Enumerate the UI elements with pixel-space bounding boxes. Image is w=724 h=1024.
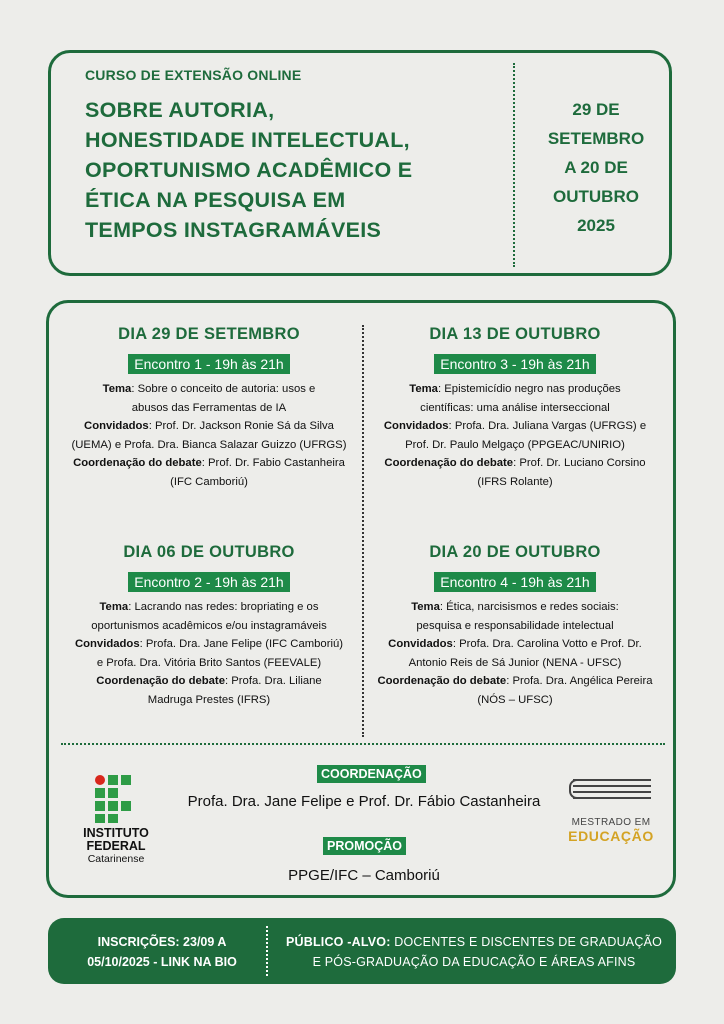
tema-text: : Ética, narcisismos e redes sociais:	[439, 601, 619, 613]
debate-coord-text: : Profa. Dra. Angélica Pereira	[506, 675, 653, 687]
debate-coord-text: (IFC Camboriú)	[170, 475, 248, 488]
day-block-1	[59, 325, 359, 491]
title-line: OPORTUNISMO ACADÊMICO E	[85, 158, 413, 182]
if-logo-text: Catarinense	[87, 853, 145, 865]
registration-line: 05/10/2025 - LINK NA BIO	[87, 955, 237, 969]
tema-label: Tema	[411, 601, 440, 613]
tema-text: científicas: uma análise interseccional	[420, 401, 610, 414]
tema-text: oportunismos acadêmicos e/ou instagramáveis	[91, 619, 327, 632]
header-box	[48, 50, 672, 276]
encounter-badge: Encontro 4 - 19h às 21h	[434, 572, 595, 592]
promotion-label: PROMOÇÃO	[323, 837, 406, 855]
day-details	[59, 598, 359, 709]
guests-text: e Profa. Dra. Vitória Brito Santos (FEEVALE)	[96, 656, 322, 669]
debate-coord-text: : Profa. Dra. Liliane	[224, 675, 322, 687]
educacao-text: EDUCAÇÃO	[568, 828, 654, 844]
debate-coord-label: Coordenação do debate	[377, 675, 507, 687]
instituto-federal-logo	[71, 775, 161, 866]
course-dates	[521, 95, 671, 240]
if-logo-mark-icon	[95, 775, 133, 823]
if-logo-text: FEDERAL	[86, 839, 146, 853]
title-line: SOBRE AUTORIA,	[85, 98, 275, 122]
tema-text: : Lacrando nas redes: bropriating e os	[128, 601, 319, 613]
book-icon	[569, 779, 653, 803]
footer-divider	[266, 926, 268, 976]
guests-label: Convidados	[388, 638, 453, 650]
guests-text: : Profa. Dra. Juliana Vargas (UFRGS) e	[448, 420, 647, 432]
day-title: DIA 20 DE OUTUBRO	[429, 543, 601, 561]
day-block-3	[365, 325, 665, 491]
date-line: 2025	[577, 216, 615, 235]
encounter-badge: Encontro 2 - 19h às 21h	[128, 572, 289, 592]
date-line: A 20 DE	[564, 158, 628, 177]
tema-text: pesquisa e responsabilidade intelectual	[416, 619, 614, 632]
registration-line: INSCRIÇÕES: 23/09 A	[97, 935, 227, 949]
day-block-4	[365, 543, 665, 709]
debate-coord-text: : Prof. Dr. Fabio Castanheira	[201, 457, 345, 469]
date-line: 29 DE	[572, 100, 620, 119]
guests-text: (UEMA) e Profa. Dra. Bianca Salazar Guizzo (UFRGS)	[71, 438, 347, 451]
day-title: DIA 06 DE OUTUBRO	[123, 543, 295, 561]
debate-coord-text: (NÓS – UFSC)	[477, 693, 553, 706]
encounter-badge: Encontro 1 - 19h às 21h	[128, 354, 289, 374]
registration-info	[64, 932, 260, 972]
mestrado-text: MESTRADO EM	[571, 817, 651, 828]
debate-coord-text: : Prof. Dr. Luciano Corsino	[513, 457, 646, 469]
guests-label: Convidados	[84, 420, 149, 432]
course-subtitle: CURSO DE EXTENSÃO ONLINE	[85, 67, 302, 83]
guests-text: : Profa. Dra. Carolina Votto e Prof. Dr.	[452, 638, 642, 650]
guests-label: Convidados	[383, 420, 449, 432]
day-details	[59, 380, 359, 491]
day-block-2	[59, 543, 359, 709]
tema-text: abusos das Ferramentas de IA	[131, 401, 287, 414]
footer-bar	[48, 918, 676, 984]
audience-text: DOCENTES E DISCENTES DE GRADUAÇÃO	[390, 935, 663, 949]
tema-label: Tema	[102, 383, 132, 395]
debate-coord-label: Coordenação do debate	[384, 457, 514, 469]
guests-text: Antonio Reis de Sá Junior (NENA - UFSC)	[408, 656, 622, 669]
section-divider	[61, 743, 665, 745]
debate-coord-label: Coordenação do debate	[73, 457, 202, 469]
audience-text: E PÓS-GRADUAÇÃO DA EDUCAÇÃO E ÁREAS AFINS	[312, 955, 636, 969]
encounter-badge: Encontro 3 - 19h às 21h	[434, 354, 595, 374]
audience-label: PÚBLICO -ALVO:	[285, 935, 391, 949]
tema-label: Tema	[99, 601, 129, 613]
column-divider	[362, 325, 364, 737]
title-line: TEMPOS INSTAGRAMÁVEIS	[85, 218, 382, 242]
debate-coord-text: (IFRS Rolante)	[477, 475, 553, 488]
tema-text: : Sobre o conceito de autoria: usos e	[131, 383, 316, 395]
target-audience	[274, 932, 674, 972]
guests-text: : Profa. Dra. Jane Felipe (IFC Camboriú)	[139, 638, 344, 650]
if-logo-text: INSTITUTO	[83, 826, 149, 840]
coordination-names: Profa. Dra. Jane Felipe e Prof. Dr. Fábio Castanheira	[187, 793, 541, 810]
debate-coord-text: Madruga Prestes (IFRS)	[147, 693, 271, 706]
day-details	[365, 598, 665, 709]
date-line: SETEMBRO	[547, 129, 645, 148]
title-line: ÉTICA NA PESQUISA EM	[85, 188, 346, 212]
title-line: HONESTIDADE INTELECTUAL,	[85, 128, 410, 152]
guests-label: Convidados	[74, 638, 140, 650]
tema-label: Tema	[409, 383, 438, 395]
schedule-box	[46, 300, 676, 898]
mestrado-educacao-logo	[565, 779, 657, 844]
coordination-label: COORDENAÇÃO	[317, 765, 426, 783]
promotion-name: PPGE/IFC – Camboriú	[288, 867, 440, 884]
tema-text: : Epistemicídio negro nas produções	[437, 383, 621, 395]
course-title	[85, 95, 485, 245]
debate-coord-label: Coordenação do debate	[96, 675, 225, 687]
date-line: OUTUBRO	[553, 187, 639, 206]
guests-text: Prof. Dr. Paulo Melgaço (PPGEAC/UNIRIO)	[405, 438, 625, 451]
guests-text: : Prof. Dr. Jackson Ronie Sá da Silva	[148, 420, 334, 432]
day-title: DIA 13 DE OUTUBRO	[429, 325, 601, 343]
day-title: DIA 29 DE SETEMBRO	[118, 325, 300, 343]
day-details	[365, 380, 665, 491]
header-divider	[513, 63, 515, 267]
